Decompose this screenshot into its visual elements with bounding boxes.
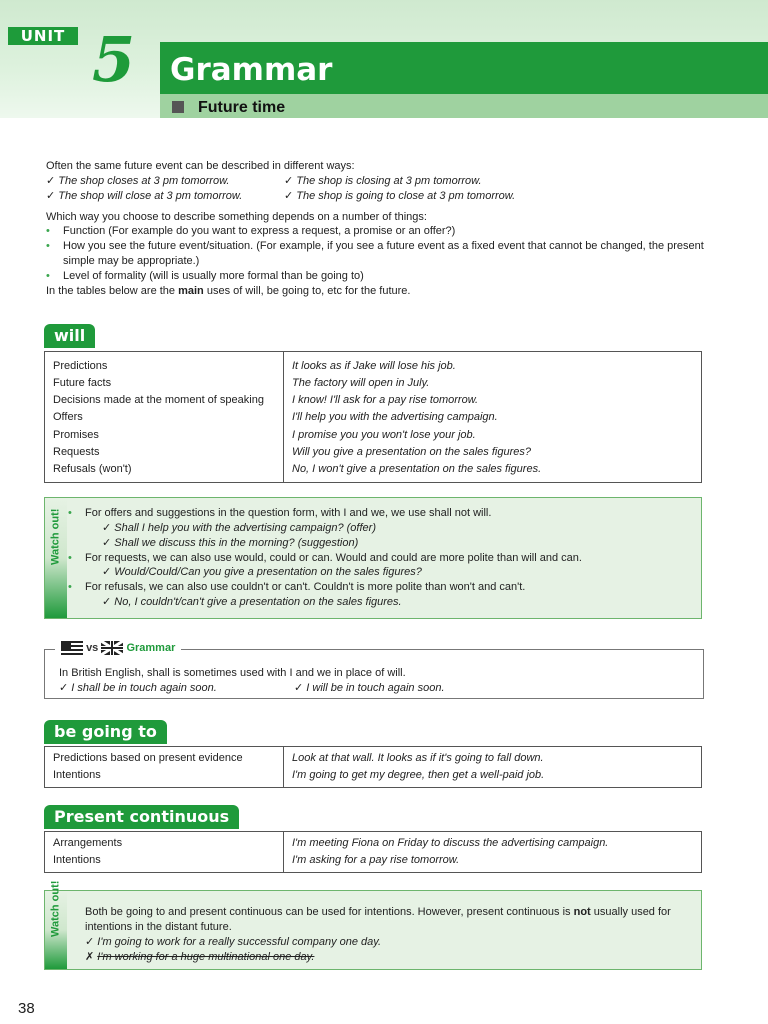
example: The shop is closing at 3 pm tomorrow. bbox=[296, 174, 482, 187]
table-row: Predictions based on present evidence Look at that wall. It looks as if it's going to fall down. bbox=[45, 750, 702, 767]
uk-flag-icon bbox=[101, 641, 123, 655]
table-row bbox=[45, 869, 702, 872]
table-row: Intentions I'm asking for a pay rise tomorrow. bbox=[45, 852, 702, 869]
list-item: • How you see the future event/situation. (For example, if you see a future event as a fixed event that cannot be changed, the present simple may be appropriate.) bbox=[46, 239, 726, 269]
intro-line: Which way you choose to describe something depends on a number of things: bbox=[46, 210, 427, 223]
tip-text: For refusals, we can also use couldn't or can't. Couldn't is more polite than won't and can't. bbox=[85, 581, 526, 594]
table-row: Arrangements I'm meeting Fiona on Friday to discuss the advertising campaign. bbox=[45, 835, 702, 852]
table-row: Requests Will you give a presentation on the sales figures? bbox=[45, 444, 702, 461]
example-incorrect: I'm working for a huge multinational one day. bbox=[97, 950, 315, 963]
section-heading-present-continuous: Present continuous bbox=[44, 805, 239, 829]
example: The shop closes at 3 pm tomorrow. bbox=[58, 174, 230, 187]
page-title: Grammar bbox=[170, 52, 333, 88]
watch-out-label: Watch out! bbox=[49, 880, 62, 937]
example: I'm going to work for a really successful company one day. bbox=[97, 935, 382, 948]
example: Shall we discuss this in the morning? (suggestion) bbox=[114, 536, 359, 549]
example: Shall I help you with the advertising campaign? (offer) bbox=[114, 521, 376, 534]
intro-text bbox=[46, 159, 726, 299]
table-row: Refusals (won't) No, I won't give a presentation on the sales figures. bbox=[45, 461, 702, 478]
page-number: 38 bbox=[18, 1000, 35, 1017]
us-vs-uk-text: In British English, shall is sometimes used with I and we in place of will. bbox=[59, 667, 406, 679]
example-row: ✓ The shop closes at 3 pm tomorrow. ✓ The shop is closing at 3 pm tomorrow. bbox=[46, 174, 482, 187]
square-icon bbox=[172, 101, 184, 113]
example: The shop will close at 3 pm tomorrow. bbox=[58, 189, 243, 202]
watch-out-box: Watch out! Both be going to and present continuous can be used for intentions. However, present continuous is not usually used for intentions in the distant future. ✓ I'm going to work for a really successful company one day. ✗ I'm working for a huge multinational one day. bbox=[44, 890, 702, 970]
example: Would/Could/Can you give a presentation on the sales figures? bbox=[114, 566, 422, 579]
intro-bullets bbox=[46, 224, 726, 283]
list-item: • Function (For example do you want to express a request, a promise or an offer?) bbox=[46, 224, 726, 239]
table-row bbox=[45, 784, 702, 787]
us-vs-uk-box: vs Grammar In British English, shall is sometimes used with I and we in place of will. ✓ I shall be in touch again soon. ✓ I will be in touch again soon. bbox=[44, 649, 704, 699]
us-flag-icon bbox=[61, 641, 83, 655]
intro-line: Often the same future event can be described in different ways: bbox=[46, 160, 355, 172]
us-vs-uk-title: vs Grammar bbox=[55, 641, 181, 656]
table-row: Predictions It looks as if Jake will lose his job. bbox=[45, 358, 702, 375]
table-row: Offers I'll help you with the advertising campaign. bbox=[45, 409, 702, 426]
page-subtitle: Future time bbox=[198, 99, 286, 116]
watch-out-label: Watch out! bbox=[49, 508, 62, 565]
tip-text: Both be going to and present continuous can be used for intentions. However, present continuous is not usually used for intentions in the distant future. bbox=[85, 906, 671, 933]
list-item: • Level of formality (will is usually more formal than be going to) bbox=[46, 269, 726, 284]
tip-text: For offers and suggestions in the question form, with I and we, we use shall not will. bbox=[85, 507, 492, 519]
watch-out-box: Watch out! • For offers and suggestions in the question form, with I and we, we use shall not will. ✓ Shall I help you with the advertising campaign? (offer) ✓ Shall we discuss this in the morning? (suggestion) • For requests, we can also use would, could or can. Would and could are more polite than will and can. ✓ Would/Could/Can you give a presentation on the sales figures? • For refusals, we can also use couldn't or can't. Couldn't is more polite than won't and can't. ✓ No, I couldn't/can't give a presentation on the sales figures. bbox=[44, 497, 702, 619]
unit-label: UNIT bbox=[8, 27, 78, 45]
table-row bbox=[45, 479, 702, 483]
section-heading-will: will bbox=[44, 324, 95, 348]
section-heading-going-to: be going to bbox=[44, 720, 167, 744]
table-row: Future facts The factory will open in July. bbox=[45, 375, 702, 392]
title-bar bbox=[160, 42, 768, 94]
table-row: Intentions I'm going to get my degree, then get a well-paid job. bbox=[45, 767, 702, 784]
example: I will be in touch again soon. bbox=[306, 681, 445, 694]
intro-line: In the tables below are the main uses of will, be going to, etc for the future. bbox=[46, 284, 411, 297]
unit-number: 5 bbox=[92, 23, 136, 96]
example-row: ✓ The shop will close at 3 pm tomorrow. ✓ The shop is going to close at 3 pm tomorrow. bbox=[46, 189, 516, 202]
table-row: Decisions made at the moment of speaking I know! I'll ask for a pay rise tomorrow. bbox=[45, 392, 702, 409]
present-continuous-table bbox=[44, 831, 702, 873]
example: I shall be in touch again soon. bbox=[71, 681, 217, 694]
tip-text: For requests, we can also use would, could or can. Would and could are more polite than will and can. bbox=[85, 551, 582, 564]
example: No, I couldn't/can't give a presentation on the sales figures. bbox=[114, 596, 402, 609]
will-table bbox=[44, 351, 702, 483]
going-to-table bbox=[44, 746, 702, 788]
subtitle-bar bbox=[160, 94, 768, 118]
example: The shop is going to close at 3 pm tomorrow. bbox=[296, 189, 516, 202]
table-row: Promises I promise you you won't lose your job. bbox=[45, 427, 702, 444]
